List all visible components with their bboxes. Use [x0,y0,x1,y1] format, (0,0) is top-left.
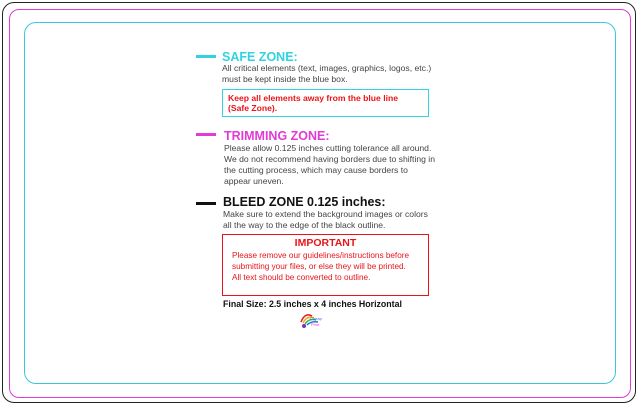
bleed-zone-text: Make sure to extend the background images or colors all the way to the edge of the black outline. [223,209,428,230]
svg-text:Cheap: Cheap [310,316,322,321]
safe-zone-title: SAFE ZONE: [222,50,298,64]
trimming-zone-title: TRIMMING ZONE: [224,129,330,143]
trimming-zone-text: Please allow 0.125 inches cutting tolerance all around. We do not recommend having borders due to shifting in the cutting process, which may cause borders to appear uneven. [224,143,435,186]
important-box [222,234,429,296]
bleed-zone-line [196,202,216,205]
trimming-zone-line [196,133,216,136]
final-size-label: Final Size: 2.5 inches x 4 inches Horizontal [223,299,402,309]
important-text: Please remove our guidelines/instructions before submitting your files, or else they will be printed. All text should be converted to outline. [232,251,410,282]
important-title: IMPORTANT [294,237,357,249]
safe-zone-text: All critical elements (text, images, graphics, logos, etc.) must be kept inside the blue box. [222,63,432,84]
safe-zone-line [196,55,216,58]
svg-text:Print: Print [311,322,320,327]
safe-zone-box: Keep all elements away from the blue line (Safe Zone). [222,89,429,117]
bleed-zone-title: BLEED ZONE 0.125 inches: [223,195,386,209]
printer-logo-icon [299,310,325,330]
